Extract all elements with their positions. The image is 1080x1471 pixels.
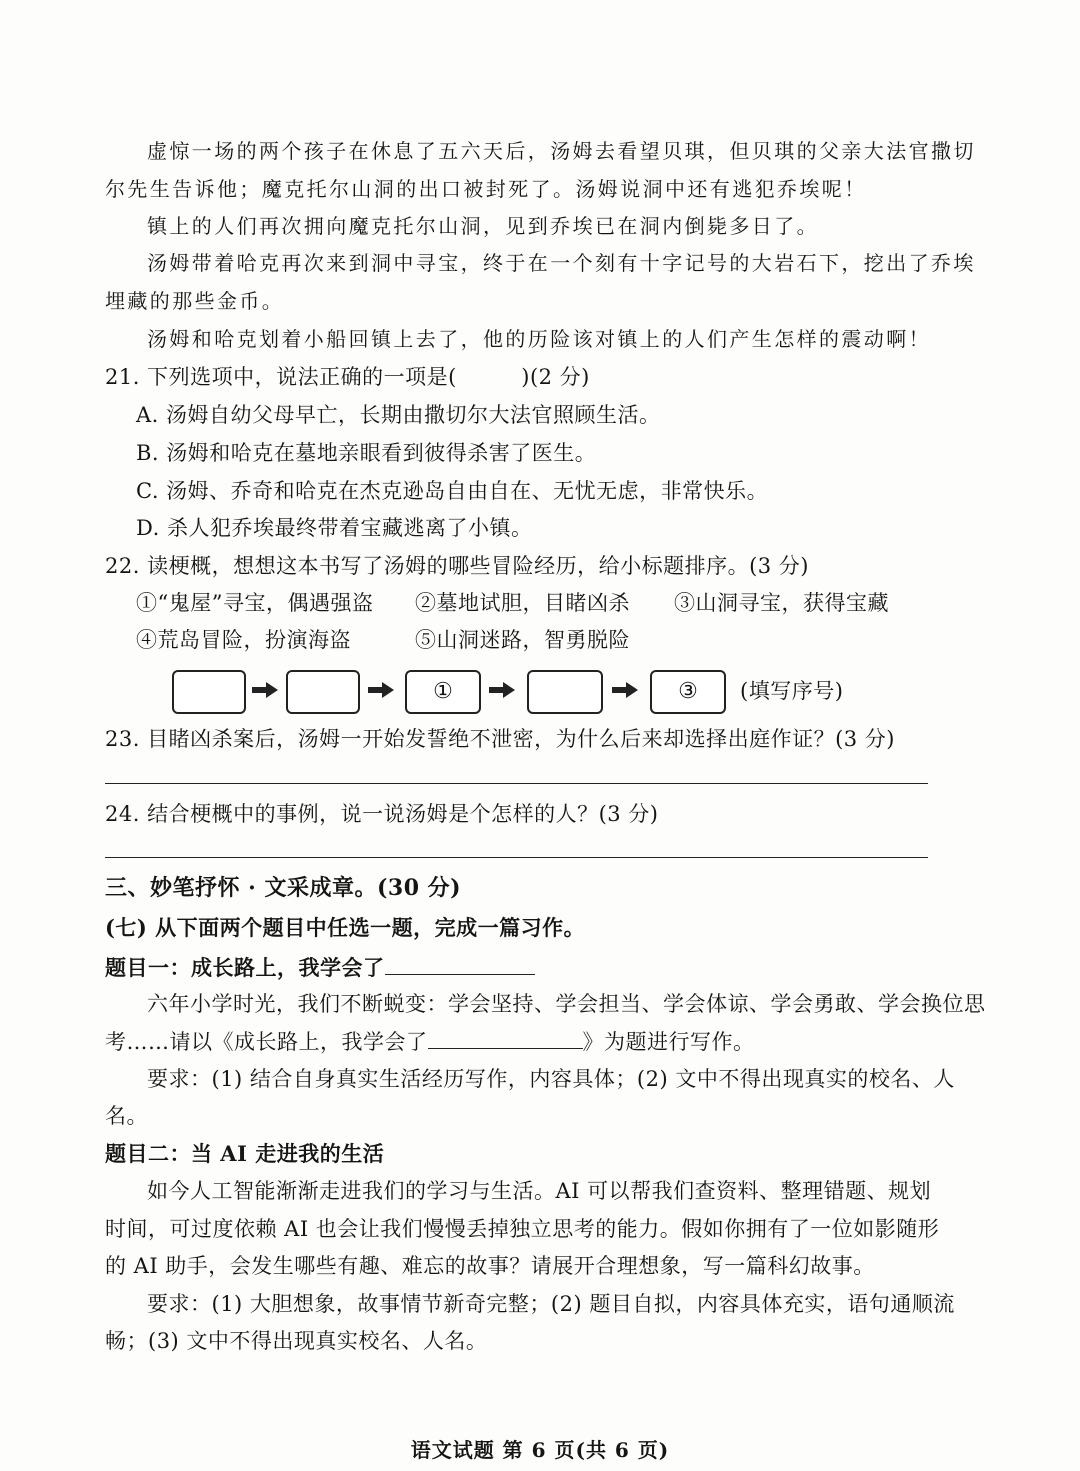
topic-1-title-blank[interactable] [385, 954, 535, 975]
arrow-right-icon [489, 681, 515, 699]
topic-1-requirements-line-2: 名。 [105, 1104, 148, 1128]
story-paragraph-4: 汤姆和哈克划着小船回镇上去了，他的历险该对镇上的人们产生怎样的震动啊！ [147, 327, 931, 351]
sequence-box-5[interactable]: ③ [650, 670, 726, 714]
topic-1-title-text: 题目一：成长路上，我学会了 [105, 955, 385, 980]
question-21-option-d[interactable]: D. 杀人犯乔埃最终带着宝藏逃离了小镇。 [136, 516, 533, 540]
question-24-stem: 24. 结合梗概中的事例，说一说汤姆是个怎样的人？(3 分) [105, 802, 659, 826]
question-23-stem: 23. 目睹凶杀案后，汤姆一开始发誓绝不泄密，为什么后来却选择出庭作证？(3 分) [105, 727, 895, 751]
question-22-stem: 22. 读梗概，想想这本书写了汤姆的哪些冒险经历，给小标题排序。(3 分) [105, 554, 809, 578]
arrow-right-icon [368, 681, 394, 699]
question-22-subtitle-1: ①“鬼屋”寻宝，偶遇强盗 [136, 591, 374, 615]
story-paragraph-1-line-2: 尔先生告诉他；魔克托尔山洞的出口被封死了。汤姆说洞中还有逃犯乔埃呢！ [105, 177, 867, 201]
question-21-option-b[interactable]: B. 汤姆和哈克在墓地亲眼看到彼得杀害了医生。 [136, 441, 597, 465]
question-22-subtitle-2: ②墓地试胆，目睹凶杀 [415, 591, 630, 615]
topic-1-title [105, 954, 535, 981]
question-21-stem: 21. 下列选项中，说法正确的一项是( )(2 分) [105, 365, 590, 389]
sequence-box-2[interactable] [286, 670, 360, 714]
fill-in-hint: (填写序号) [740, 679, 844, 703]
answer-line-23[interactable] [105, 783, 928, 784]
sequence-box-3[interactable]: ① [405, 670, 481, 714]
topic-1-intro-line-1: 六年小学时光，我们不断蜕变：学会坚持、学会担当、学会体谅、学会勇敢、学会换位思 [147, 992, 986, 1016]
story-paragraph-3-line-2: 埋藏的那些金币。 [105, 289, 285, 313]
page-footer: 语文试题 第 6 页(共 6 页) [410, 1438, 670, 1462]
section-3-instruction: (七) 从下面两个题目中任选一题，完成一篇习作。 [105, 915, 586, 940]
topic-1-intro-blank[interactable] [428, 1028, 583, 1049]
topic-1-intro-line-2-end: 》为题进行写作。 [582, 1030, 755, 1054]
question-21-option-a[interactable]: A. 汤姆自幼父母早亡，长期由撒切尔大法官照顾生活。 [136, 403, 661, 427]
arrow-right-icon [252, 681, 278, 699]
section-3-heading: 三、妙笔抒怀 · 文采成章。(30 分) [105, 875, 462, 901]
question-22-subtitle-3: ③山洞寻宝，获得宝藏 [674, 591, 889, 615]
topic-2-intro-line-1: 如今人工智能渐渐走进我们的学习与生活。AI 可以帮我们查资料、整理错题、规划 [147, 1179, 932, 1203]
topic-2-intro-line-2: 时间，可过度依赖 AI 也会让我们慢慢丢掉独立思考的能力。假如你拥有了一位如影随形 [105, 1217, 940, 1241]
story-paragraph-2: 镇上的人们再次拥向魔克托尔山洞，见到乔埃已在洞内倒毙多日了。 [147, 214, 819, 238]
topic-1-requirements-line-1: 要求：(1) 结合自身真实生活经历写作，内容具体；(2) 文中不得出现真实的校名、人 [147, 1067, 955, 1091]
question-22-subtitle-4: ④荒岛冒险，扮演海盗 [136, 628, 351, 652]
topic-2-requirements-line-2: 畅；(3) 文中不得出现真实校名、人名。 [105, 1329, 488, 1353]
topic-2-title: 题目二：当 AI 走进我的生活 [105, 1141, 385, 1166]
sequence-box-1[interactable] [172, 670, 246, 714]
sequence-box-4[interactable] [527, 670, 603, 714]
topic-1-intro-line-2-start: 考……请以《成长路上，我学会了 [105, 1030, 428, 1054]
story-paragraph-1-line-1: 虚惊一场的两个孩子在休息了五六天后，汤姆去看望贝琪，但贝琪的父亲大法官撒切 [147, 139, 976, 163]
arrow-right-icon [612, 681, 638, 699]
story-paragraph-3-line-1: 汤姆带着哈克再次来到洞中寻宝，终于在一个刻有十字记号的大岩石下，挖出了乔埃 [147, 251, 976, 275]
question-22-subtitle-5: ⑤山洞迷路，智勇脱险 [415, 628, 630, 652]
topic-2-intro-line-3: 的 AI 助手，会发生哪些有趣、难忘的故事？请展开合理想象，写一篇科幻故事。 [105, 1254, 875, 1278]
answer-line-24[interactable] [105, 857, 928, 858]
topic-2-requirements-line-1: 要求：(1) 大胆想象，故事情节新奇完整；(2) 题目自拟，内容具体充实，语句通顺流 [147, 1292, 955, 1316]
topic-1-intro-line-2 [105, 1028, 755, 1055]
question-21-option-c[interactable]: C. 汤姆、乔奇和哈克在杰克逊岛自由自在、无忧无虑，非常快乐。 [136, 479, 769, 503]
